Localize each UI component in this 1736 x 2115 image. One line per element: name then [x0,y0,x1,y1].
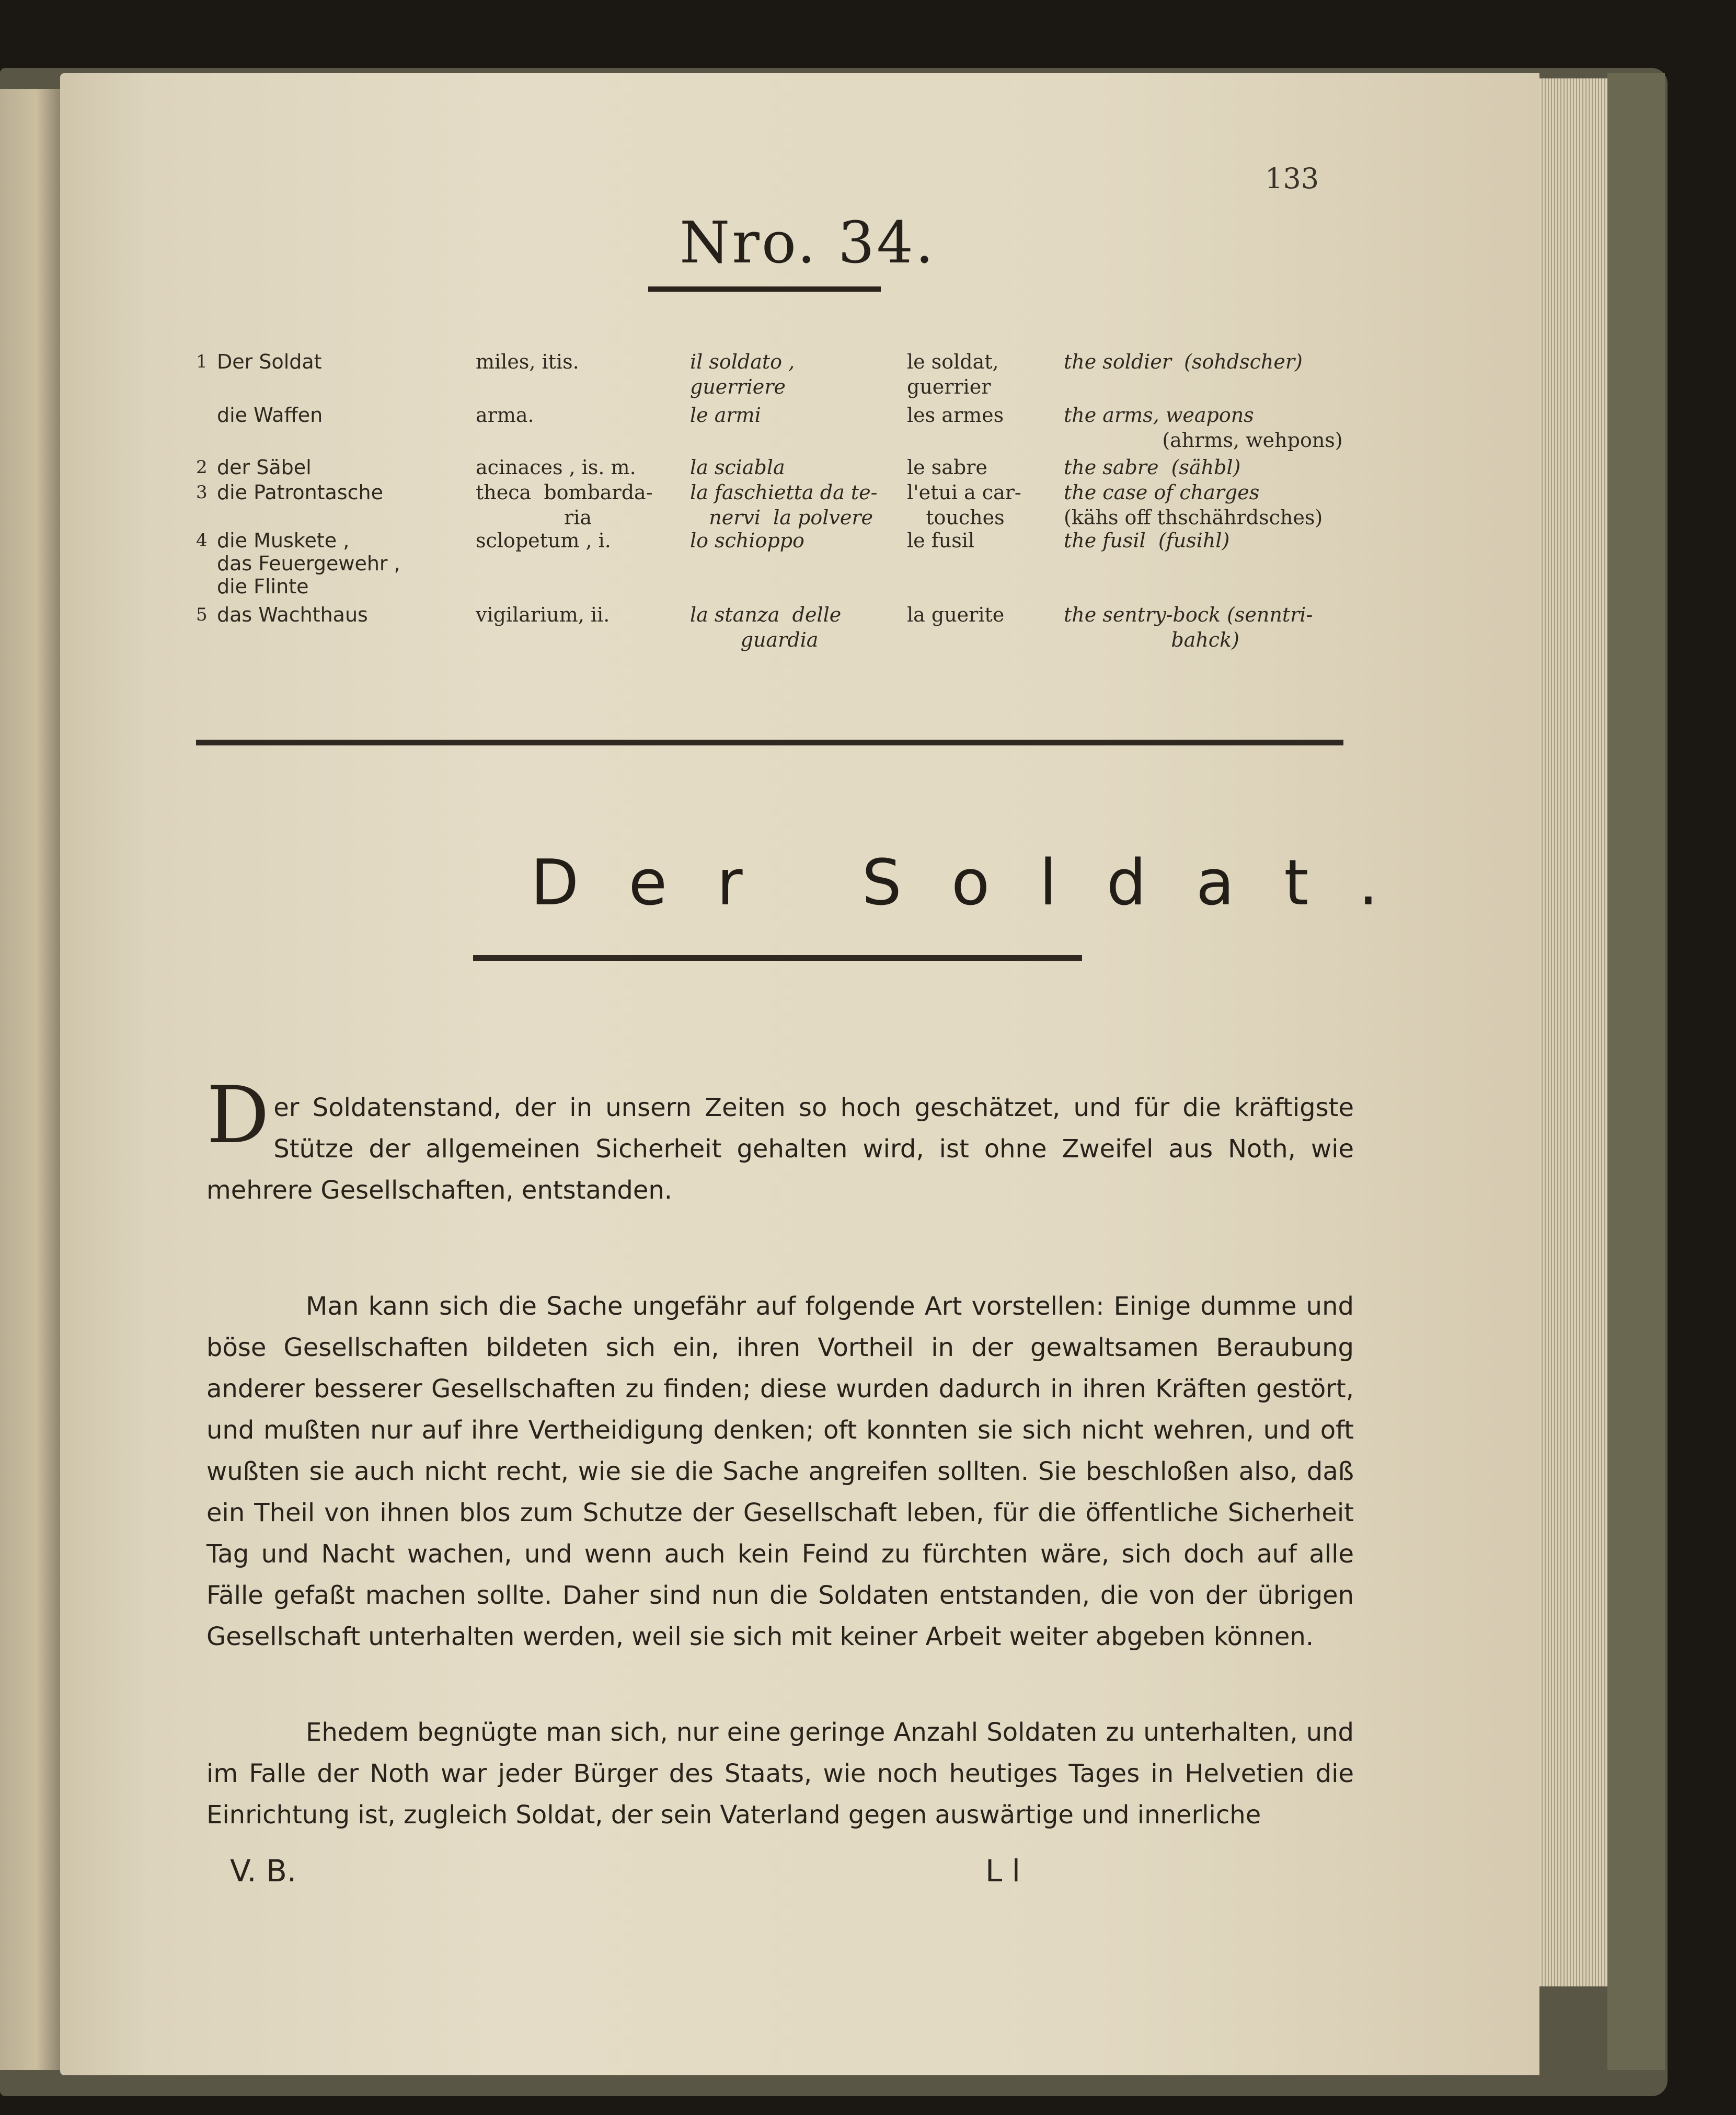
paragraph [206,1712,1354,1836]
german-term-cont: das Feuergewehr , [217,552,400,575]
entry-number: 1 [196,351,208,372]
french-term: le sabre [907,456,987,479]
entry-number: 3 [196,482,208,503]
drop-cap: D [206,1070,270,1161]
french-term: la guerite [907,603,1005,626]
paragraph-text: Man kann sich die Sache ungefähr auf folgende Art vorstellen: Einige dumme und böse Gesellschaften bildeten sich ein, ihren Vortheil in der gewaltsamen Beraubung anderer besserer Gesellschaften zu finden; diese wurden dadurch in ihren Kräften gestört, und mußten nur auf ihre Vertheidigung denken; oft konnten sie sich nicht wehren, und oft wußten sie auch nicht recht, wie sie die Sache angreifen sollten. Sie beschloßen also, daß ein Theil von ihnen blos zum Schutze der Gesellschaft leben, für die öffentliche Sicherheit Tag und Nacht wachen, und wenn auch kein Feind zu fürchten wäre, sich doch auf alle Fälle gefaßt machen sollte. Daher sind nun die Soldaten entstanden, die von der übrigen Gesellschaft unterhalten werden, weil sie sich mit keiner Arbeit weiter abgeben können. [206,1292,1354,1651]
english-term: the arms, weapons [1064,404,1254,427]
paragraph-text: Ehedem begnügte man sich, nur eine geringe Anzahl Soldaten zu unterhalten, und im Falle der Noth war jeder Bürger des Staats, wie noch heutiges Tages in Helvetien die Einrichtung ist, zugleich Soldat, der sein Vaterland gegen auswärtige und innerliche [206,1718,1354,1830]
paragraph [206,1070,1354,1211]
section-number-heading: Nro. 34. [680,209,936,276]
english-term: the case of charges [1064,481,1260,504]
french-term-cont: touches [907,506,1005,529]
french-term: l'etui a car- [907,481,1021,504]
title-underline [473,955,1082,961]
italian-term: la stanza delle [690,603,842,626]
italian-term: la faschietta da te- [690,481,878,504]
latin-term: sclopetum , i. [476,529,611,552]
english-pronunciation: (kähs off thschährdsches) [1064,506,1323,529]
heading-underline [648,286,881,292]
english-term: the sabre (sähbl) [1064,456,1241,479]
latin-term-cont: ria [476,506,592,529]
latin-term: vigilarium, ii. [476,603,610,626]
latin-term: miles, itis. [476,350,579,373]
english-pronunciation: (ahrms, wehpons) [1137,429,1343,452]
english-term: the fusil (fusihl) [1064,529,1230,552]
paragraph [206,1286,1354,1658]
english-term-cont: bahck) [1064,628,1239,651]
italian-term: le armi [690,404,761,427]
signature-mark: V. B. [230,1853,297,1889]
latin-term: acinaces , is. m. [476,456,636,479]
gathering-signature: L l [985,1853,1020,1889]
section-divider [196,740,1343,745]
italian-term: lo schioppo [690,529,804,552]
entry-number: 2 [196,457,208,478]
english-term: the soldier (sohdscher) [1064,350,1303,373]
cover-spine-edge [1607,73,1665,2070]
page-block-edges [1539,78,1607,1986]
french-term: les armes [907,404,1004,427]
german-term: das Wachthaus [217,603,368,626]
page-number: 133 [1265,162,1319,195]
french-term-cont: guerrier [907,375,991,398]
german-term-cont: die Flinte [217,575,309,598]
italian-term: il soldato , [690,350,795,373]
italian-term: la sciabla [690,456,785,479]
facing-page-edge [0,89,60,2070]
french-term: le soldat, [907,350,999,373]
latin-term: theca bombarda- [476,481,653,504]
french-term: le fusil [907,529,975,552]
german-term: die Muskete , [217,529,350,552]
italian-term-cont: nervi la polvere [690,506,873,529]
english-term: the sentry-bock (senntri- [1064,603,1313,626]
german-term: die Waffen [217,404,323,427]
german-term: der Säbel [217,456,312,479]
latin-term: arma. [476,404,534,427]
chapter-title: Der Soldat. [531,847,1428,919]
paragraph-text: er Soldatenstand, der in unsern Zeiten so hoch geschätzet, und für die kräftigste Stütze der allgemeinen Sicherheit gehalten wird, ist ohne Zweifel aus Noth, wie mehrere Gesellschaften, entstanden. [206,1093,1354,1205]
entry-number: 5 [196,604,208,625]
italian-term-cont: guardia [690,628,819,651]
entry-number: 4 [196,530,208,551]
german-term: Der Soldat [217,350,322,373]
italian-term-cont: guerriere [690,375,786,398]
german-term: die Patrontasche [217,481,383,504]
